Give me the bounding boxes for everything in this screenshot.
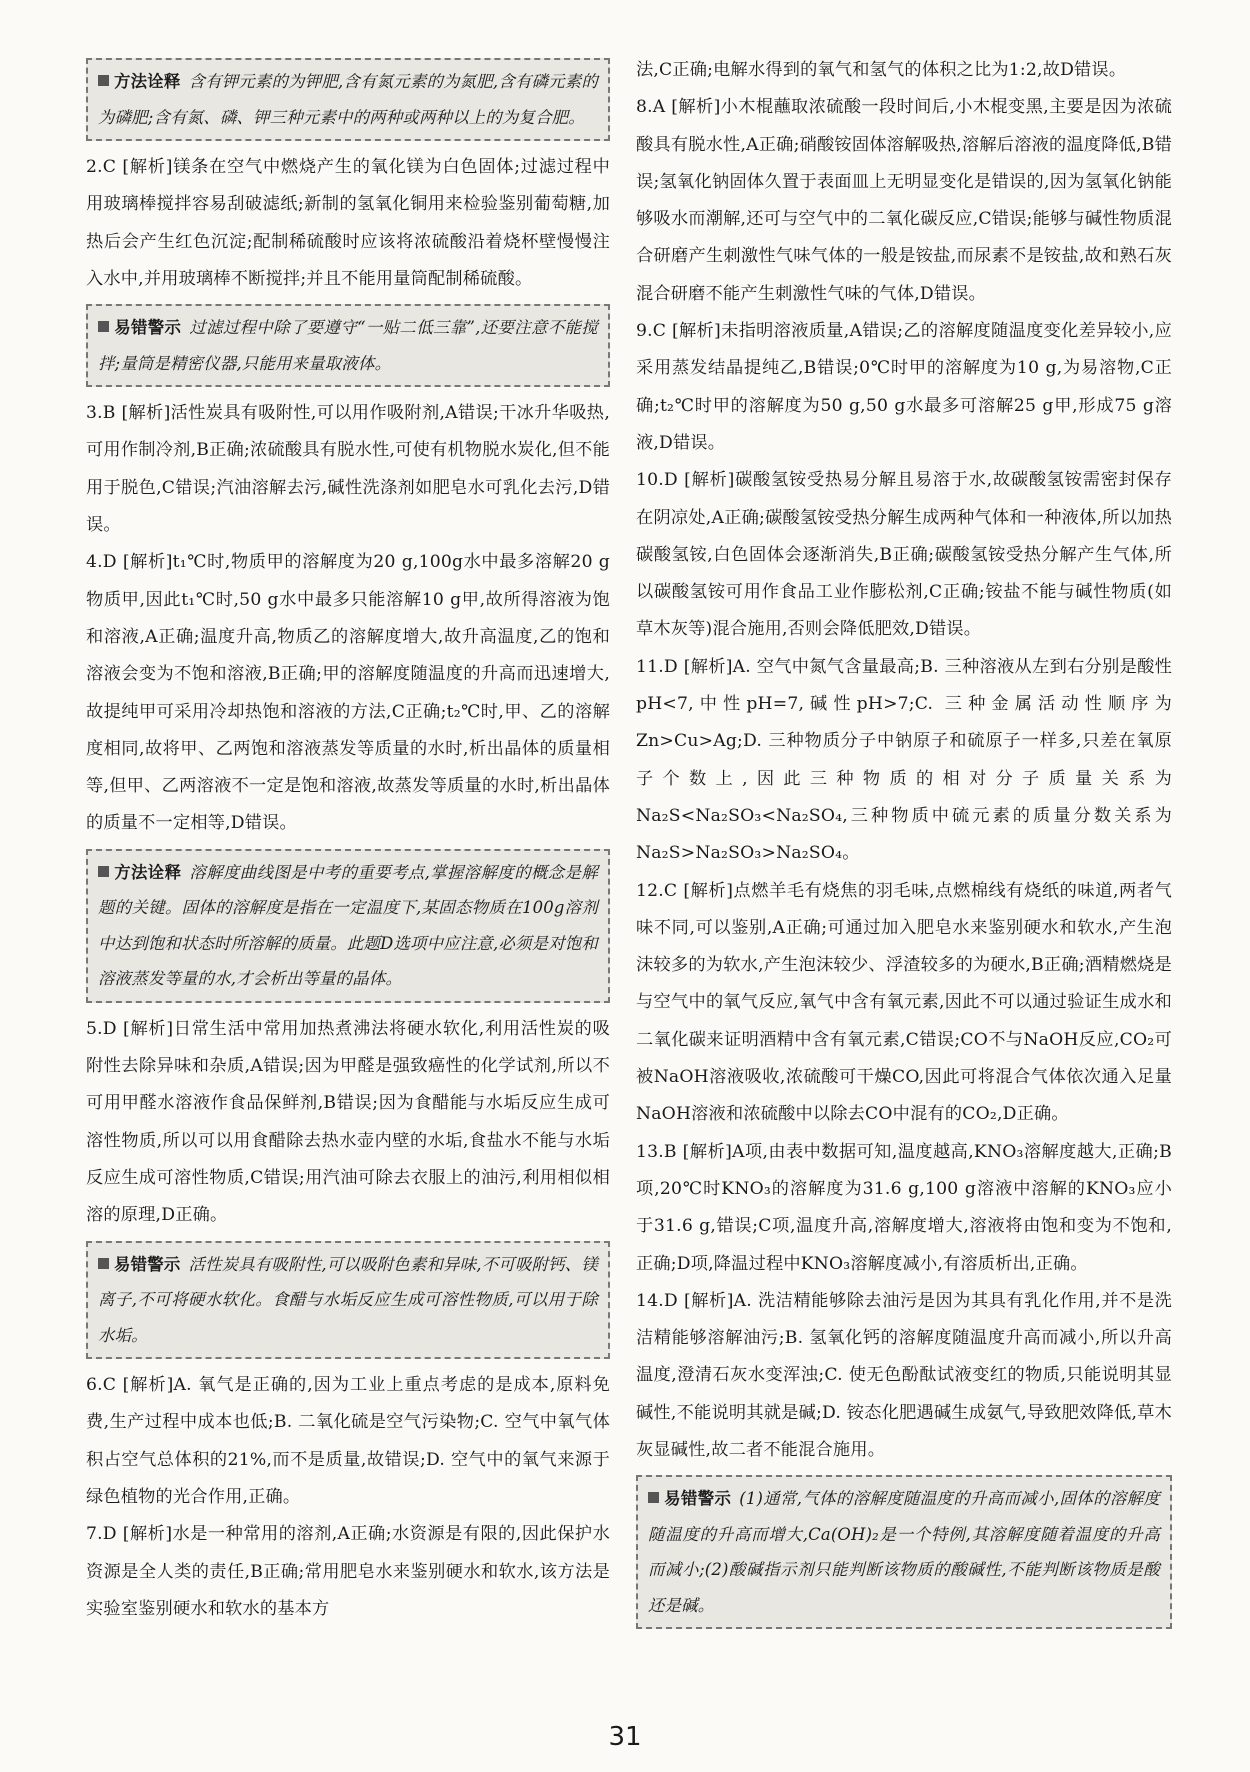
square-icon: [98, 866, 109, 877]
tip-text: (1)通常,气体的溶解度随温度的升高而减小,固体的溶解度随温度的升高而增大,Ca(OH)₂是一个特例,其溶解度随着温度的升高而减小;(2)酸碱指示剂只能判断该物质的酸碱性,不能判断该物质是酸还是碱。: [648, 1489, 1160, 1615]
answer-7-continued: 法,C正确;电解水得到的氧气和氢气的体积之比为1:2,故D错误。: [636, 60, 1127, 80]
right-column: [636, 52, 1172, 1637]
tip-tag: 易错警示: [648, 1489, 731, 1508]
answer-4: 4.D [解析]t₁℃时,物质甲的溶解度为20 g,100g水中最多溶解20 g物质甲,因此t₁℃时,50 g水中最多只能溶解10 g甲,故所得溶液为饱和溶液,A正确;温度升高,物质乙的溶解度增大,故升高温度,乙的饱和溶液会变为不饱和溶液,B正确;甲的溶解度随温度的升高而迅速增大,故提纯甲可采用冷却热饱和溶液的方法,C正确;t₂℃时,甲、乙的溶解度相同,故将甲、乙两饱和溶液蒸发等质量的水时,析出晶体的质量相等,但甲、乙两溶液不一定是饱和溶液,故蒸发等质量的水时,析出晶体的质量不一定相等,D错误。: [86, 552, 610, 834]
tip-box-method-1: [86, 58, 610, 141]
tip-box-warning-1: [86, 304, 610, 387]
square-icon: [648, 1492, 659, 1503]
square-icon: [98, 75, 109, 86]
square-icon: [98, 1258, 109, 1269]
tip-tag: 方法诠释: [98, 72, 180, 91]
answer-6: 6.C [解析]A. 氧气是正确的,因为工业上重点考虑的是成本,原料免费,生产过程中成本也低;B. 二氧化硫是空气污染物;C. 空气中氧气体积占空气总体积的21%,而不是质量,故错误;D. 空气中的氧气来源于绿色植物的光合作用,正确。: [86, 1375, 610, 1507]
answer-10: 10.D [解析]碳酸氢铵受热易分解且易溶于水,故碳酸氢铵需密封保存在阴凉处,A正确;碳酸氢铵受热分解生成两种气体和一种液体,所以加热碳酸氢铵,白色固体会逐渐消失,B正确;碳酸氢铵受热分解产生气体,所以碳酸氢铵可用作食品工业作膨松剂,C正确;铵盐不能与碱性物质(如草木灰等)混合施用,否则会降低肥效,D错误。: [636, 470, 1172, 640]
square-icon: [98, 321, 109, 332]
tip-text: 过滤过程中除了要遵守“一贴二低三靠”,还要注意不能搅拌;量筒是精密仪器,只能用来量取液体。: [98, 318, 598, 373]
answer-8: 8.A [解析]小木棍蘸取浓硫酸一段时间后,小木棍变黑,主要是因为浓硫酸具有脱水性,A正确;硝酸铵固体溶解吸热,溶解后溶液的温度降低,B错误;氢氧化钠固体久置于表面皿上无明显变化是错误的,因为氢氧化钠能够吸水而潮解,还可与空气中的二氧化碳反应,C错误;能够与碱性物质混合研磨产生刺激性气味气体的一般是铵盐,而尿素不是铵盐,故和熟石灰混合研磨不能产生刺激性气味的气体,D错误。: [636, 97, 1172, 304]
answer-11: 11.D [解析]A. 空气中氮气含量最高;B. 三种溶液从左到右分别是酸性pH<7,中性pH=7,碱性pH>7;C. 三种金属活动性顺序为Zn>Cu>Ag;D. 三种物质分子中钠原子和硫原子一样多,只差在氧原子个数上,因此三种物质的相对分子质量关系为Na₂S<Na₂SO₃<Na₂SO₄,三种物质中硫元素的质量分数关系为Na₂S>Na₂SO₃>Na₂SO₄。: [636, 656, 1172, 864]
answer-3: 3.B [解析]活性炭具有吸附性,可以用作吸附剂,A错误;干冰升华吸热,可用作制冷剂,B正确;浓硫酸具有脱水性,可使有机物脱水炭化,但不能用于脱色,C错误;汽油溶解去污,碱性洗涤剂如肥皂水可乳化去污,D错误。: [86, 403, 610, 536]
page-number: 31: [608, 1722, 642, 1752]
left-column: [86, 52, 610, 1628]
answer-12: 12.C [解析]点燃羊毛有烧焦的羽毛味,点燃棉线有烧纸的味道,两者气味不同,可以鉴别,A正确;可通过加入肥皂水来鉴别硬水和软水,产生泡沫较多的为软水,产生泡沫较少、浮渣较多的为硬水,B正确;酒精燃烧是与空气中的氧气反应,氧气中含有氧元素,因此不可以通过验证生成水和二氧化碳来证明酒精中含有氧元素,C错误;CO不与NaOH反应,CO₂可被NaOH溶液吸收,浓硫酸可干燥CO,因此可将混合气体依次通入足量NaOH溶液和浓硫酸中以除去CO中混有的CO₂,D正确。: [636, 880, 1172, 1125]
tip-tag: 易错警示: [98, 318, 181, 337]
tip-text: 含有钾元素的为钾肥,含有氮元素的为氮肥,含有磷元素的为磷肥;含有氮、磷、钾三种元素中的两种或两种以上的为复合肥。: [98, 72, 598, 127]
tip-box-warning-3: [636, 1475, 1172, 1629]
tip-text: 活性炭具有吸附性,可以吸附色素和异味,不可吸附钙、镁离子,不可将硬水软化。食醋与水垢反应生成可溶性物质,可以用于除水垢。: [98, 1254, 598, 1345]
tip-tag: 易错警示: [98, 1255, 180, 1274]
answer-9: 9.C [解析]未指明溶液质量,A错误;乙的溶解度随温度变化差异较小,应采用蒸发结晶提纯乙,B错误;0℃时甲的溶解度为10 g,为易溶物,C正确;t₂℃时甲的溶解度为50 g,50 g水最多可溶解25 g甲,形成75 g溶液,D错误。: [636, 321, 1172, 453]
answer-5: 5.D [解析]日常生活中常用加热煮沸法将硬水软化,利用活性炭的吸附性去除异味和杂质,A错误;因为甲醛是强致癌性的化学试剂,所以不可用甲醛水溶液作食品保鲜剂,B错误;因为食醋能与水垢反应生成可溶性物质,所以可以用食醋除去热水壶内壁的水垢,食盐水不能与水垢反应生成可溶性物质,C错误;用汽油可除去衣服上的油污,利用相似相溶的原理,D正确。: [86, 1018, 610, 1226]
answer-2: 2.C [解析]镁条在空气中燃烧产生的氧化镁为白色固体;过滤过程中用玻璃棒搅拌容易刮破滤纸;新制的氢氧化铜用来检验鉴别葡萄糖,加热后会产生红色沉淀;配制稀硫酸时应该将浓硫酸沿着烧杯壁慢慢注入水中,并用玻璃棒不断搅拌;并且不能用量筒配制稀硫酸。: [86, 157, 610, 289]
tip-tag: 方法诠释: [98, 863, 181, 882]
tip-text: 溶解度曲线图是中考的重要考点,掌握溶解度的概念是解题的关键。固体的溶解度是指在一定温度下,某固态物质在100g溶剂中达到饱和状态时所溶解的质量。此题D选项中应注意,必须是对饱和溶液蒸发等量的水,才会析出等量的晶体。: [98, 862, 598, 989]
answer-7: 7.D [解析]水是一种常用的溶剂,A正确;水资源是有限的,因此保护水资源是全人类的责任,B正确;常用肥皂水来鉴别硬水和软水,该方法是实验室鉴别硬水和软水的基本方: [86, 1524, 610, 1619]
answer-13: 13.B [解析]A项,由表中数据可知,温度越高,KNO₃溶解度越大,正确;B项,20℃时KNO₃的溶解度为31.6 g,100 g溶液中溶解的KNO₃应小于31.6 g,错误;C项,温度升高,溶解度增大,溶液将由饱和变为不饱和,正确;D项,降温过程中KNO₃溶解度减小,有溶质析出,正确。: [636, 1141, 1172, 1274]
tip-box-method-2: [86, 849, 610, 1003]
answer-14: 14.D [解析]A. 洗洁精能够除去油污是因为其具有乳化作用,并不是洗洁精能够溶解油污;B. 氢氧化钙的溶解度随温度升高而减小,所以升高温度,澄清石灰水变浑浊;C. 使无色酚酞试液变红的物质,只能说明其显碱性,不能说明其就是碱;D. 铵态化肥遇碱生成氨气,导致肥效降低,草木灰显碱性,故二者不能混合施用。: [636, 1290, 1172, 1460]
tip-box-warning-2: [86, 1241, 610, 1360]
